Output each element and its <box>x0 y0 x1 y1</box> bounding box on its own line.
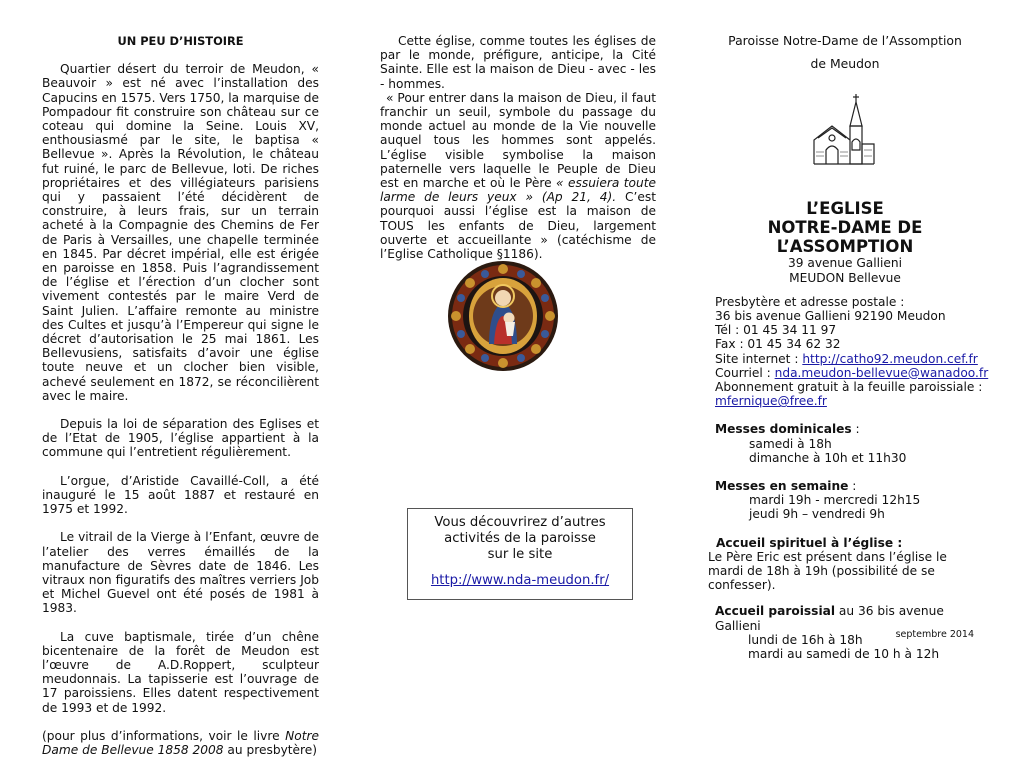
history-heading: UN PEU D’HISTOIRE <box>117 34 244 48</box>
newsletter-label: Abonnement gratuit à la feuille paroissiale : <box>715 380 983 395</box>
church-drawing-image <box>812 92 876 166</box>
parish-welcome-address: au 36 bis avenue Gallieni <box>715 604 944 633</box>
spiritual-welcome-text: Le Père Eric est présent dans l’église le mardi de 18h à 19h (possibilité de se confesser). <box>708 549 947 593</box>
website-line <box>715 352 990 366</box>
weekday-mass-label: Messes en semaine <box>715 479 849 494</box>
parish-email-link[interactable]: nda.meudon-bellevue@wanadoo.fr <box>774 365 989 380</box>
history-paragraph-4: Le vitrail de la Vierge à l’Enfant, œuvre de l’atelier des verres émaillés de la manufacture de Sèvres date de 1846. Les vitraux non figuratifs des maîtres verriers Job et Michel Guevel ont été posés de 1981 à 1983. <box>42 530 319 616</box>
book-ref-pre: (pour plus d’informations, voir le livre <box>42 728 286 743</box>
parish-name-line-2: de Meudon <box>810 56 880 72</box>
stained-glass-rosette-image <box>447 260 559 372</box>
website-info-box <box>407 508 633 600</box>
church-address-line-2: MEUDON Bellevue <box>789 270 901 285</box>
sunday-mass-label: Messes dominicales <box>715 422 852 437</box>
sunday-mass-colon: : <box>851 422 860 437</box>
fax: Fax : 01 45 34 62 32 <box>715 337 841 352</box>
box-line-2: activités de la paroisse <box>444 531 596 546</box>
church-paragraph-1: Cette église, comme toutes les églises de par le monde, préfigure, anticipe, la Cité Sainte. Elle est la maison de Dieu - avec - les - hommes. <box>380 34 656 91</box>
history-column <box>42 34 319 757</box>
postal-address: 36 bis avenue Gallieni 92190 Meudon <box>715 309 946 324</box>
catechism-quote-pre: « Pour entrer dans la maison de Dieu, il faut franchir un seuil, symbole du passage du monde actuel au monde de la Vie nouvelle auquel tous les hommes sont appelés. L’église visible symbolise la maison paternelle vers laquelle le Peuple de Dieu est en marche et où le Père <box>380 90 656 191</box>
sunday-mass-saturday: samedi à 18h <box>749 436 832 451</box>
parish-website-link[interactable]: http://www.nda-meudon.fr/ <box>430 573 610 588</box>
catechism-column <box>380 34 656 261</box>
weekday-mass-colon: : <box>848 479 857 494</box>
history-paragraph-6 <box>42 729 319 757</box>
website-label: Site internet : <box>715 351 803 366</box>
catechism-quote-italic: « essuiera toute larme de leurs yeux » (Ap 21, 4). <box>380 176 656 205</box>
publication-date: septembre 2014 <box>895 629 974 640</box>
weekday-mass-line-1: mardi 19h - mercredi 12h15 <box>749 493 921 508</box>
parish-welcome-monday: lundi de 16h à 18h <box>748 632 863 647</box>
weekday-mass-line-2: jeudi 9h – vendredi 9h <box>749 507 885 522</box>
church-address-line-1: 39 avenue Gallieni <box>787 256 903 271</box>
church-paragraph-2 <box>380 91 656 261</box>
diocese-website-link[interactable]: http://catho92.meudon.cef.fr <box>802 351 978 366</box>
title-line-2: NOTRE-DAME DE L’ASSOMPTION <box>767 218 923 257</box>
email-label: Courriel : <box>715 365 775 380</box>
parish-name-line-1: Paroisse Notre-Dame de l’Assomption <box>728 33 962 48</box>
sunday-mass-heading <box>715 422 990 436</box>
telephone: Tél : 01 45 34 11 97 <box>715 323 837 338</box>
box-line-1: Vous découvrirez d’autres <box>434 515 606 530</box>
weekday-mass-heading <box>715 479 990 493</box>
newsletter-email-link[interactable]: mfernique@free.fr <box>715 394 827 409</box>
history-paragraph-1: Quartier désert du terroir de Meudon, « Beauvoir » est né avec l’installation des Capucins en 1575. Vers 1750, la marquise de Pompadour fit construire son château sur ce coteau qui domine la Seine. Louis XV, enthousiasmé par le site, le baptisa « Bellevue ». Après la Révolution, le château fut ruiné, le parc de Bellevue, loti. De riches propriétaires et des villégiateurs parisiens qui y passaient l’été décidèrent de construire, à leurs frais, sur un terrain acheté à la Compagnie des Chemins de Fer de Paris à Versailles, une chapelle terminée en 1845. Par décret impérial, elle est érigée en paroisse en 1858. Puis l’agrandissement de l’église et l’érection d’un clocher sont vivement contestés par le maire Verd de Saint Julien. L’affaire remonte au ministre des Cultes et jusqu’à l’Empereur qui signe le décret d’autorisation le 25 mai 1861. Les Bellevusiens, satisfaits d’avoir une église toute neuve et un clocher bien visible, achevé seulement en 1872, se réconcilièrent avec le maire. <box>42 62 319 403</box>
sunday-mass-sunday: dimanche à 10h et 11h30 <box>749 450 907 465</box>
parish-welcome-tue-sat: mardi au samedi de 10 h à 12h <box>748 647 940 662</box>
parish-welcome-label: Accueil paroissial <box>715 604 836 619</box>
history-paragraph-5: La cuve baptismale, tirée d’un chêne bicentenaire de la forêt de Meudon est l’œuvre de A.D.Roppert, sculpteur meudonnais. La tapisserie est l’ouvrage de 17 paroissiens. Elles datent respectivement de 1993 et de 1992. <box>42 629 319 715</box>
history-paragraph-3: L’orgue, d’Aristide Cavaillé-Coll, a été inauguré le 15 août 1887 et restauré en 1975 et 1992. <box>42 473 319 517</box>
history-paragraph-2: Depuis la loi de séparation des Eglises et de l’Etat de 1905, l’église appartient à la commune qui l’entretient régulièrement. <box>42 417 319 460</box>
catechism-quote-post: C’est pourquoi aussi l’église est la maison de TOUS les enfants de Dieu, largement ouverte et accueillante » (catéchisme de l’Eglise Catholique §1186). <box>380 190 656 262</box>
book-title: Notre Dame de Bellevue 1858 2008 <box>42 728 319 757</box>
spiritual-welcome-label: Accueil spirituel à l’église : <box>716 535 903 550</box>
box-line-3: sur le site <box>487 547 553 562</box>
presbytere-label: Presbytère et adresse postale : <box>715 294 905 309</box>
title-line-1: L’EGLISE <box>806 199 884 219</box>
email-line <box>715 366 990 380</box>
book-ref-post: au presbytère) <box>223 742 318 757</box>
